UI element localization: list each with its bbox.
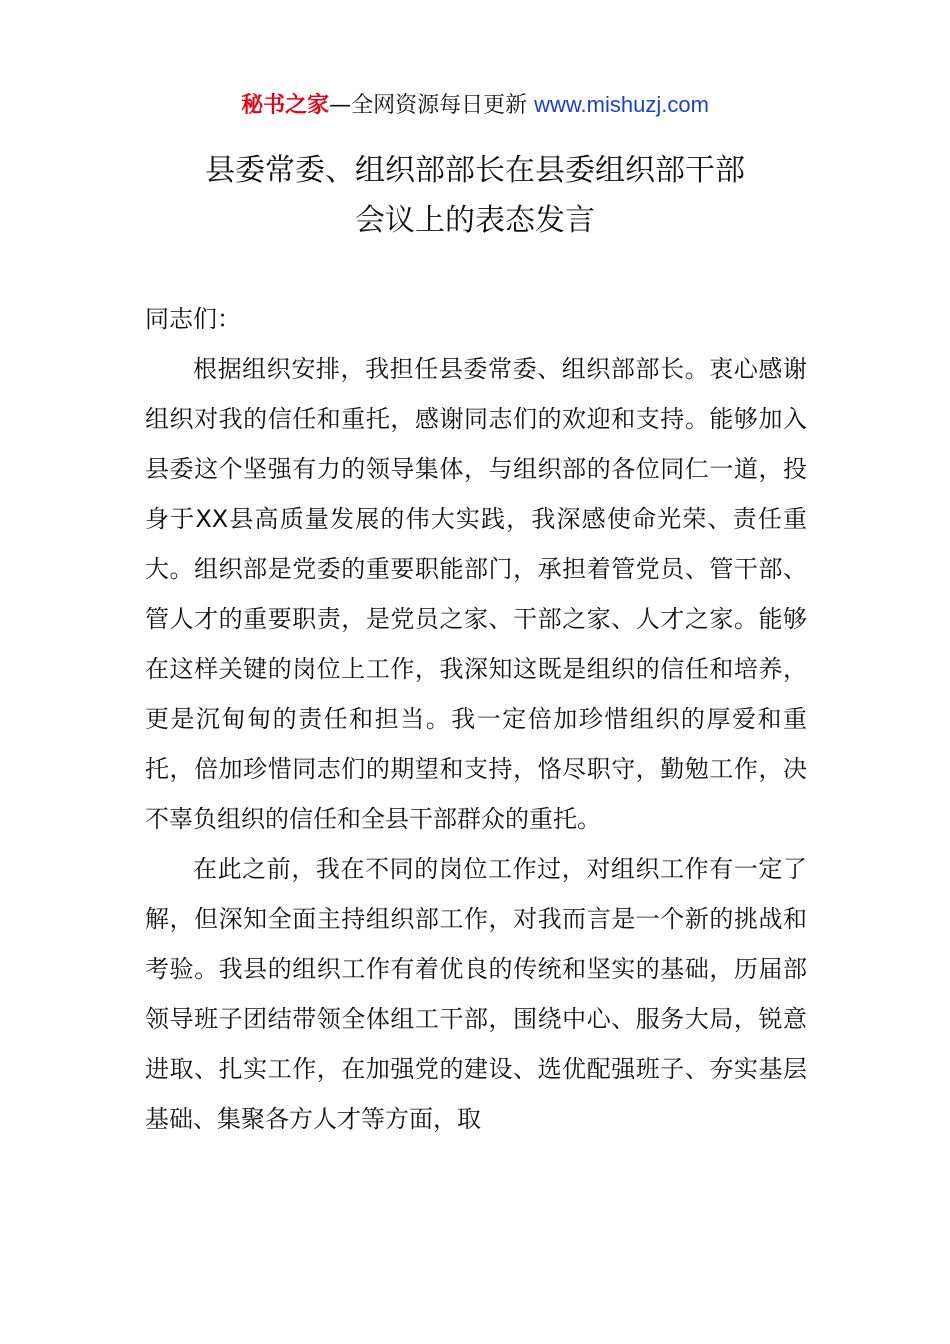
document-body [145,294,807,1144]
brand-name: 秘书之家 [241,93,330,118]
banner-tagline: —全网资源每日更新 [329,93,535,118]
paragraph-1: 根据组织安排，我担任县委常委、组织部部长。衷心感谢组织对我的信任和重托，感谢同志们的欢迎和支持。能够加入县委这个坚强有力的领导集体，与组织部的各位同仁一道，投身于XX县高质量发展的伟大实践，我深感使命光荣、责任重大。组织部是党委的重要职能部门，承担着管党员、管干部、管人才的重要职责，是党员之家、干部之家、人才之家。能够在这样关键的岗位上工作，我深知这既是组织的信任和培养，更是沉甸甸的责任和担当。我一定倍加珍惜组织的厚爱和重托，倍加珍惜同志们的期望和支持，恪尽职守，勤勉工作，决不辜负组织的信任和全县干部群众的重托。 [145,355,807,833]
paragraph-2: 在此之前，我在不同的岗位工作过，对组织工作有一定了解，但深知全面主持组织部工作，对我而言是一个新的挑战和考验。我县的组织工作有着优良的传统和坚实的基础，历届部领导班子团结带领全体组工干部，围绕中心、服务大局，锐意进取、扎实工作，在加强党的建设、选优配强班子、夯实基层基础、集聚各方人才等方面，取 [145,855,807,1133]
document-title [0,146,950,246]
salutation: 同志们： [145,305,241,333]
site-banner [0,88,950,123]
title-line-1: 县委常委、组织部部长在县委组织部干部 [205,153,745,188]
title-line-2: 会议上的表态发言 [355,203,595,238]
site-url-link[interactable]: www.mishuzj.com [534,92,709,117]
